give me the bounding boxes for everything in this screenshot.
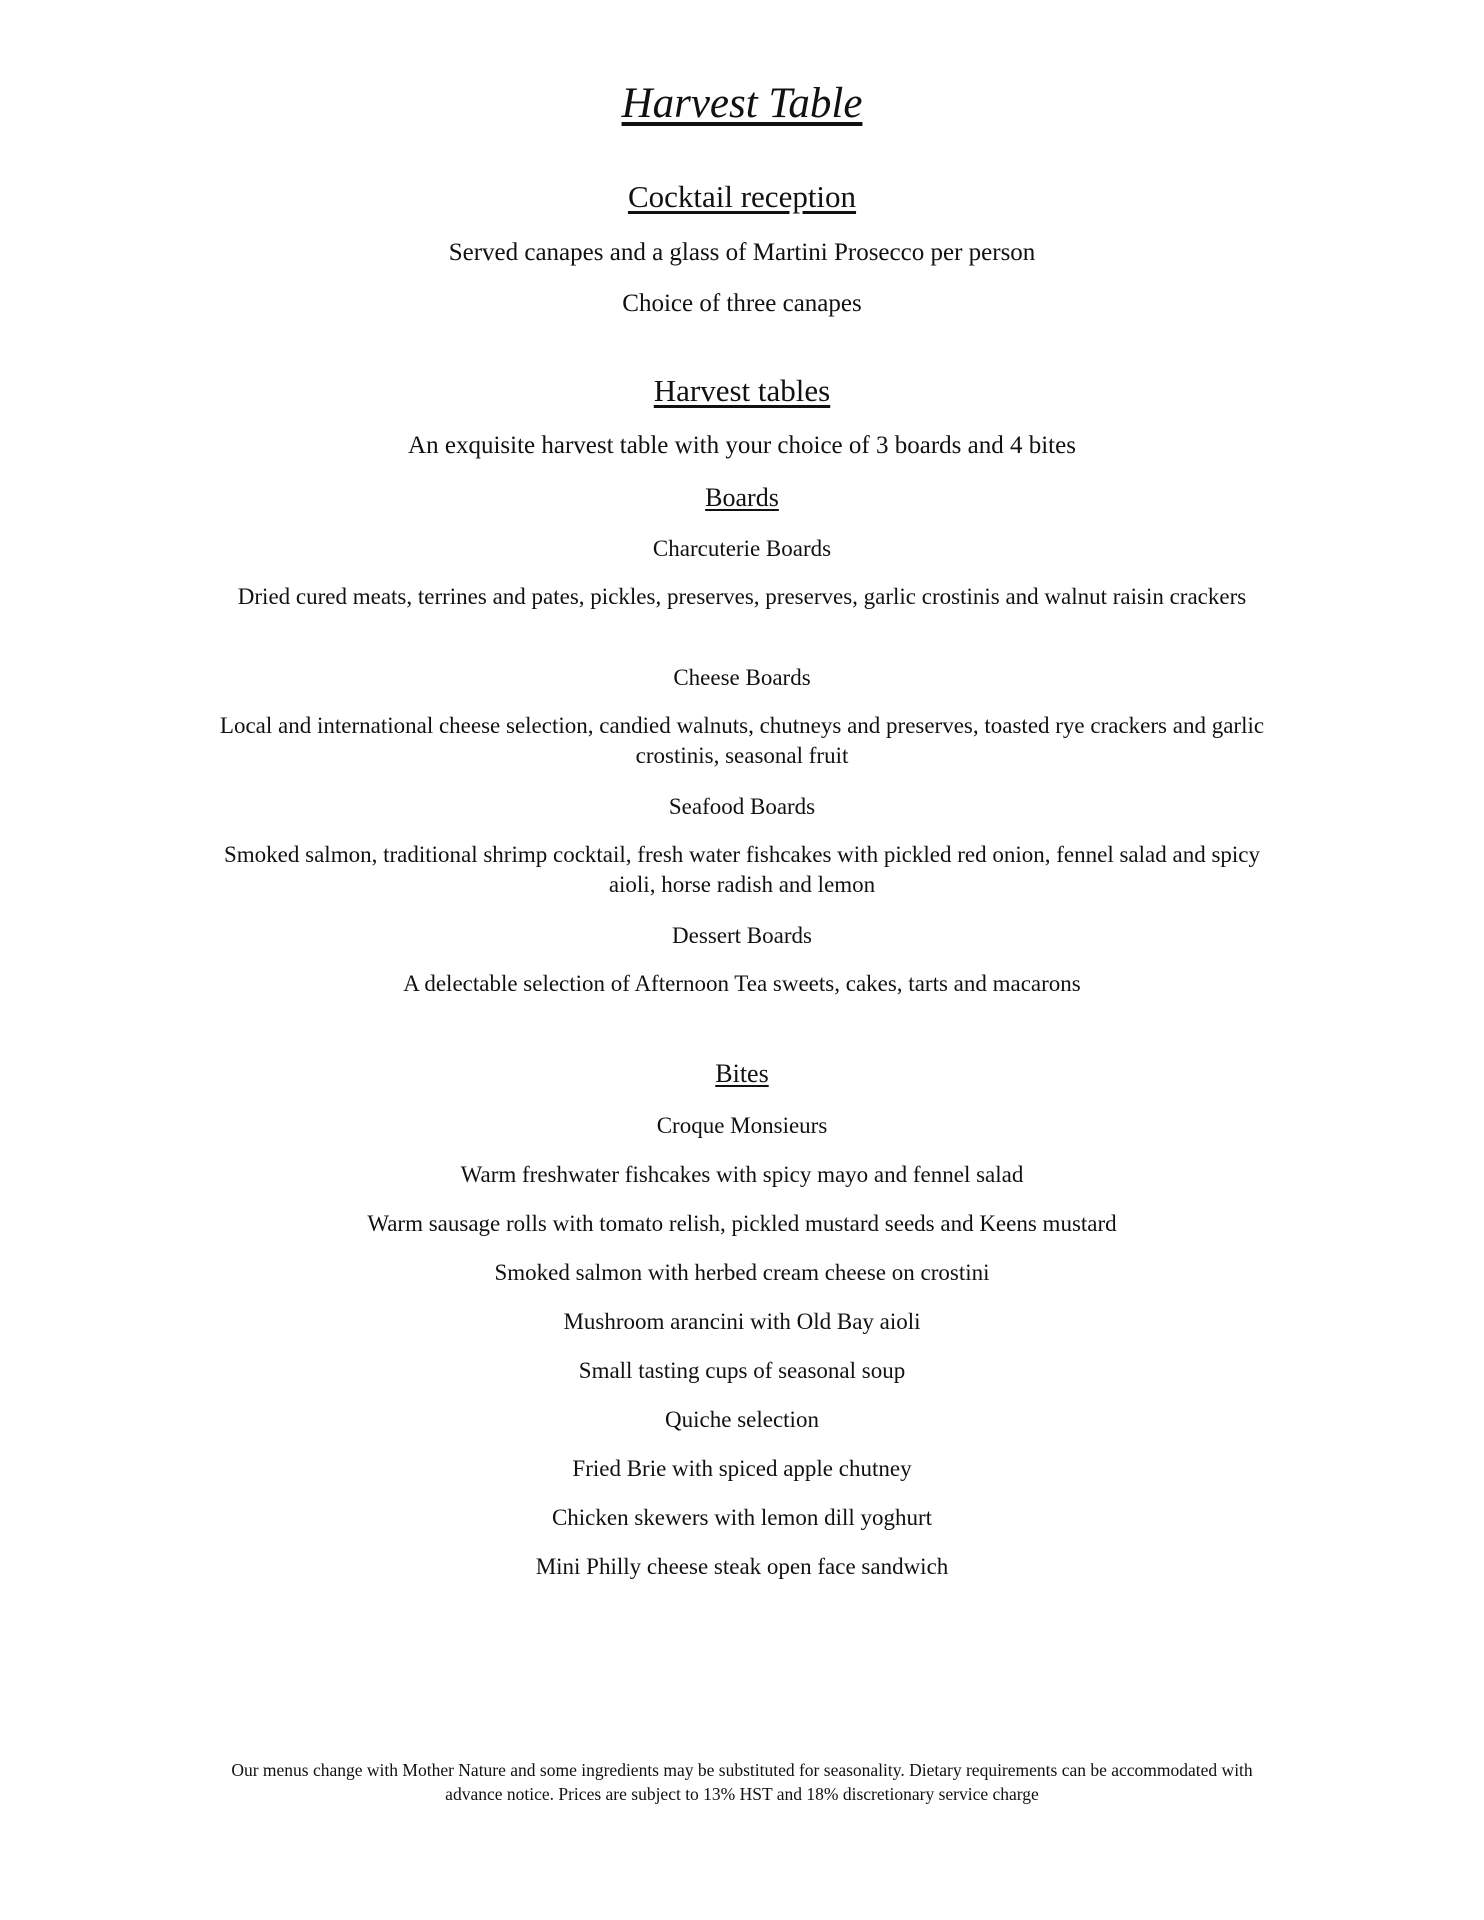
bite-item: Small tasting cups of seasonal soup [578,1358,906,1383]
bites-heading: Bites [715,1059,769,1088]
harvest-tables-intro: An exquisite harvest table with your choice of 3 boards and 4 bites [408,432,1076,459]
board-title-charcuterie: Charcuterie Boards [652,536,832,561]
bite-item: Chicken skewers with lemon dill yoghurt [551,1505,933,1530]
board-description-dessert: A delectable selection of Afternoon Tea sweets, cakes, tarts and macarons [403,971,1081,996]
bite-item: Mushroom arancini with Old Bay aioli [563,1309,921,1334]
bite-item: Warm freshwater fishcakes with spicy mayo and fennel salad [460,1162,1024,1187]
bite-item: Fried Brie with spiced apple chutney [572,1456,912,1481]
board-title-cheese: Cheese Boards [673,665,811,690]
cocktail-reception-heading: Cocktail reception [627,179,857,214]
page-title: Harvest Table [621,80,863,127]
bite-item: Smoked salmon with herbed cream cheese on crostini [494,1260,990,1285]
board-description-seafood: Smoked salmon, traditional shrimp cocktail, fresh water fishcakes with pickled red onion, fennel salad and spicy aioli, horse radish and lemon [224,842,1260,897]
board-title-dessert: Dessert Boards [672,923,812,948]
bite-item: Quiche selection [665,1407,819,1432]
bite-item: Warm sausage rolls with tomato relish, pickled mustard seeds and Keens mustard [367,1211,1117,1236]
board-description-cheese: Local and international cheese selection, candied walnuts, chutneys and preserves, toasted rye crackers and garlic crostinis, seasonal fruit [219,713,1265,768]
boards-heading: Boards [705,483,779,512]
cocktail-canape-choice: Choice of three canapes [622,290,862,317]
board-description-charcuterie: Dried cured meats, terrines and pates, pickles, preserves, preserves, garlic crostinis and walnut raisin crackers [237,584,1247,609]
bite-item: Mini Philly cheese steak open face sandwich [535,1554,949,1579]
cocktail-description: Served canapes and a glass of Martini Prosecco per person [448,239,1036,266]
bite-item: Croque Monsieurs [656,1113,828,1138]
footer-note: Our menus change with Mother Nature and some ingredients may be substituted for seasonality. Dietary requirements can be accommodated with advance notice. Prices are subject to 13% HST and 18% discretionary service charge [231,1760,1253,1804]
board-title-seafood: Seafood Boards [668,794,816,819]
harvest-tables-heading: Harvest tables [653,373,831,408]
